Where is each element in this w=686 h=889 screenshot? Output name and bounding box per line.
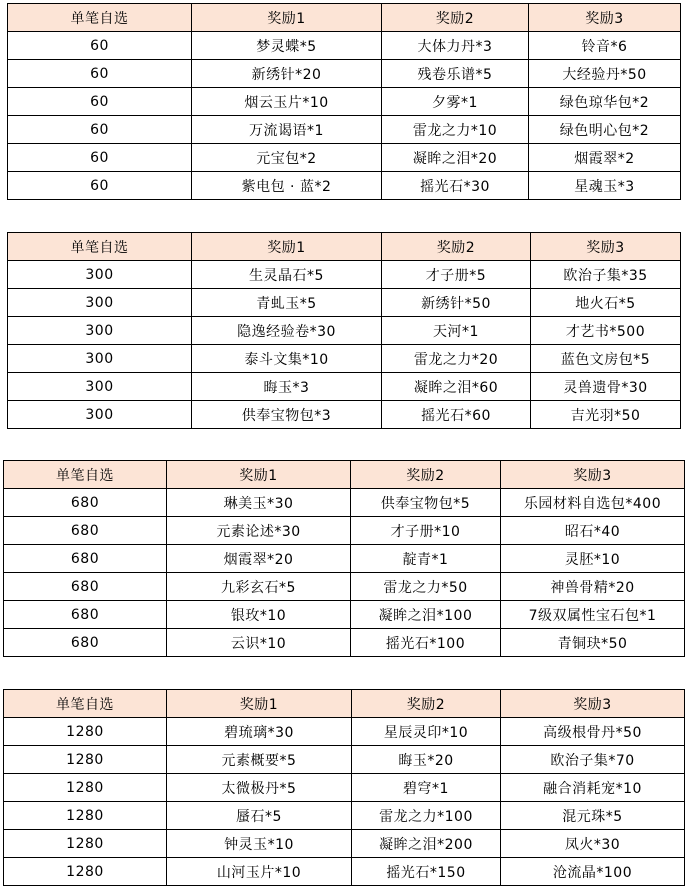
table-cell: 灵兽遗骨*30 [531, 373, 681, 401]
table-cell: 碧琉璃*30 [167, 718, 352, 746]
table-cell: 300 [8, 261, 192, 289]
header-cell: 奖励2 [382, 4, 529, 32]
table-cell: 吉光羽*50 [531, 401, 681, 429]
reward-table-680 [3, 460, 685, 657]
table-cell: 680 [4, 545, 167, 573]
table-row [4, 718, 685, 746]
table-cell: 300 [8, 373, 192, 401]
table-cell: 才子册*10 [351, 517, 501, 545]
table-row [8, 60, 681, 88]
header-cell: 奖励1 [192, 233, 382, 261]
table-cell: 摇光石*30 [382, 172, 529, 200]
table-cell: 大经验丹*50 [529, 60, 681, 88]
table-cell: 云识*10 [167, 629, 351, 657]
table-cell: 泰斗文集*10 [192, 345, 382, 373]
table-cell: 昭石*40 [501, 517, 685, 545]
table-cell: 绿色琼华包*2 [529, 88, 681, 116]
table-cell: 神兽骨精*20 [501, 573, 685, 601]
table-cell: 680 [4, 573, 167, 601]
table-row [4, 746, 685, 774]
table-cell: 银玫*10 [167, 601, 351, 629]
table-cell: 1280 [4, 802, 167, 830]
table-cell: 供奉宝物包*3 [192, 401, 382, 429]
table-cell: 60 [8, 32, 192, 60]
header-cell: 奖励1 [167, 461, 351, 489]
table-cell: 才艺书*500 [531, 317, 681, 345]
table-row [4, 774, 685, 802]
header-cell: 奖励1 [192, 4, 382, 32]
table-header-row [8, 233, 681, 261]
table-cell: 紫电包 · 蓝*2 [192, 172, 382, 200]
table-row [4, 802, 685, 830]
table-cell: 凝眸之泪*60 [382, 373, 531, 401]
table-cell: 300 [8, 401, 192, 429]
table-cell: 新绣针*20 [192, 60, 382, 88]
header-cell: 奖励3 [529, 4, 681, 32]
table-cell: 星辰灵印*10 [352, 718, 501, 746]
table-cell: 雷龙之力*10 [382, 116, 529, 144]
table-row [4, 858, 685, 886]
table-row [8, 289, 681, 317]
table-cell: 融合消耗宠*10 [501, 774, 685, 802]
table-cell: 7级双属性宝石包*1 [501, 601, 685, 629]
table-row [8, 116, 681, 144]
header-cell: 奖励1 [167, 690, 352, 718]
header-cell: 奖励2 [352, 690, 501, 718]
header-cell: 奖励3 [501, 461, 685, 489]
table-row [8, 88, 681, 116]
table-cell: 1280 [4, 746, 167, 774]
table-cell: 灵胚*10 [501, 545, 685, 573]
table-cell: 碧穹*1 [352, 774, 501, 802]
table-cell: 60 [8, 116, 192, 144]
header-cell: 单笔自选 [4, 461, 167, 489]
reward-table-1280 [3, 689, 685, 886]
table-cell: 1280 [4, 830, 167, 858]
table-cell: 雷龙之力*50 [351, 573, 501, 601]
reward-table-300 [7, 232, 681, 429]
table-row [8, 317, 681, 345]
table-cell: 300 [8, 345, 192, 373]
table-cell: 欧治子集*35 [531, 261, 681, 289]
table-cell: 1280 [4, 774, 167, 802]
table-cell: 生灵晶石*5 [192, 261, 382, 289]
table-cell: 靛青*1 [351, 545, 501, 573]
table-row [8, 32, 681, 60]
table-cell: 晦玉*3 [192, 373, 382, 401]
table-cell: 680 [4, 629, 167, 657]
table-row [4, 573, 685, 601]
table-cell: 乐园材料自选包*400 [501, 489, 685, 517]
table-cell: 蓝色文房包*5 [531, 345, 681, 373]
table-cell: 元素概要*5 [167, 746, 352, 774]
table-cell: 60 [8, 60, 192, 88]
table-cell: 60 [8, 88, 192, 116]
table-cell: 欧治子集*70 [501, 746, 685, 774]
table-row [4, 601, 685, 629]
table-cell: 烟云玉片*10 [192, 88, 382, 116]
table-row [4, 545, 685, 573]
table-cell: 雷龙之力*100 [352, 802, 501, 830]
table-cell: 凝眸之泪*100 [351, 601, 501, 629]
table-cell: 凝眸之泪*200 [352, 830, 501, 858]
header-cell: 单笔自选 [8, 233, 192, 261]
table-header-row [8, 4, 681, 32]
table-cell: 沧流晶*100 [501, 858, 685, 886]
table-cell: 琳美玉*30 [167, 489, 351, 517]
table-cell: 凝眸之泪*20 [382, 144, 529, 172]
table-cell: 山河玉片*10 [167, 858, 352, 886]
table-row [4, 517, 685, 545]
table-cell: 星魂玉*3 [529, 172, 681, 200]
table-header-row [4, 461, 685, 489]
table-header-row [4, 690, 685, 718]
table-cell: 60 [8, 144, 192, 172]
table-cell: 钟灵玉*10 [167, 830, 352, 858]
table-cell: 300 [8, 317, 192, 345]
table-cell: 元素论述*30 [167, 517, 351, 545]
table-cell: 高级根骨丹*50 [501, 718, 685, 746]
table-cell: 凤火*30 [501, 830, 685, 858]
table-cell: 混元珠*5 [501, 802, 685, 830]
table-cell: 680 [4, 489, 167, 517]
table-cell: 供奉宝物包*5 [351, 489, 501, 517]
table-cell: 残卷乐谱*5 [382, 60, 529, 88]
table-cell: 雷龙之力*20 [382, 345, 531, 373]
table-cell: 新绣针*50 [382, 289, 531, 317]
table-cell: 680 [4, 517, 167, 545]
header-cell: 奖励2 [382, 233, 531, 261]
table-cell: 蜃石*5 [167, 802, 352, 830]
table-cell: 680 [4, 601, 167, 629]
table-cell: 地火石*5 [531, 289, 681, 317]
table-cell: 天河*1 [382, 317, 531, 345]
header-cell: 奖励3 [531, 233, 681, 261]
table-cell: 夕雾*1 [382, 88, 529, 116]
table-row [8, 373, 681, 401]
table-row [8, 144, 681, 172]
header-cell: 奖励2 [351, 461, 501, 489]
table-cell: 青虬玉*5 [192, 289, 382, 317]
table-row [8, 401, 681, 429]
table-row [8, 345, 681, 373]
reward-table-60 [7, 3, 681, 200]
header-cell: 单笔自选 [4, 690, 167, 718]
table-cell: 60 [8, 172, 192, 200]
table-cell: 300 [8, 289, 192, 317]
table-cell: 才子册*5 [382, 261, 531, 289]
table-cell: 隐逸经验卷*30 [192, 317, 382, 345]
table-cell: 晦玉*20 [352, 746, 501, 774]
table-row [4, 629, 685, 657]
table-cell: 大体力丹*3 [382, 32, 529, 60]
table-row [8, 172, 681, 200]
table-row [4, 489, 685, 517]
table-cell: 万流谒语*1 [192, 116, 382, 144]
table-cell: 摇光石*150 [352, 858, 501, 886]
table-row [8, 261, 681, 289]
table-cell: 青铜玦*50 [501, 629, 685, 657]
table-cell: 元宝包*2 [192, 144, 382, 172]
table-cell: 绿色明心包*2 [529, 116, 681, 144]
header-cell: 单笔自选 [8, 4, 192, 32]
table-cell: 1280 [4, 718, 167, 746]
table-cell: 铃音*6 [529, 32, 681, 60]
table-cell: 1280 [4, 858, 167, 886]
table-cell: 梦灵蝶*5 [192, 32, 382, 60]
table-cell: 烟霞翠*20 [167, 545, 351, 573]
header-cell: 奖励3 [501, 690, 685, 718]
table-cell: 烟霞翠*2 [529, 144, 681, 172]
table-cell: 摇光石*60 [382, 401, 531, 429]
table-cell: 太微极丹*5 [167, 774, 352, 802]
table-cell: 九彩玄石*5 [167, 573, 351, 601]
table-row [4, 830, 685, 858]
table-cell: 摇光石*100 [351, 629, 501, 657]
